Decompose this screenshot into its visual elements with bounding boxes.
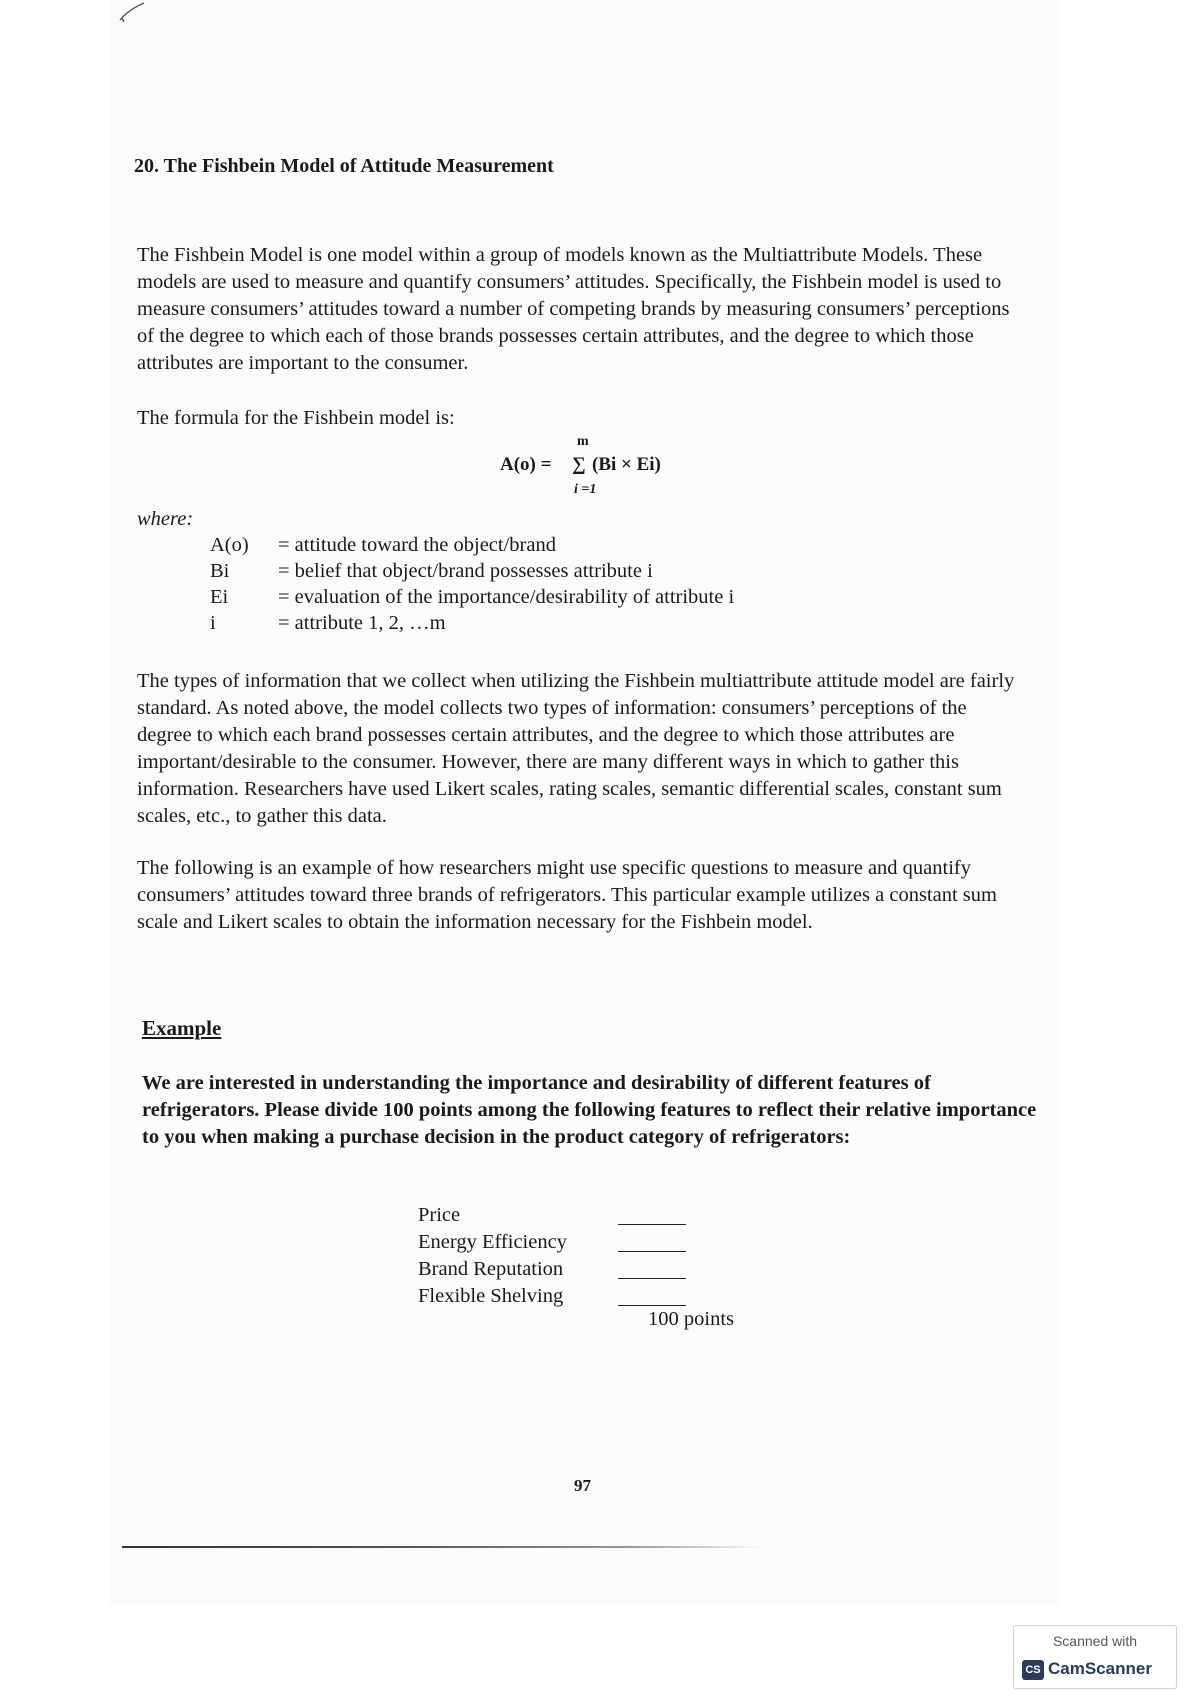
formula-upper-limit: m [577, 434, 589, 449]
feature-item [418, 1202, 698, 1229]
definition-term: Ei [210, 586, 229, 608]
definition-row [210, 532, 734, 558]
definition-meaning: = attribute 1, 2, …m [278, 612, 446, 634]
intro-paragraph: The Fishbein Model is one model within a group of models known as the Multiattribute Models. These models are used to measure and quantify consumers’ attitudes. Specifically, the Fishbein model is used to measure consumers’ attitudes toward a number of competing brands by measuring consumers’ perceptions of the degree to which each of those brands possesses certain attributes, and the degree to which those attributes are important to the consumer. [137, 244, 1010, 374]
definition-row [210, 558, 734, 584]
feature-label: Price [418, 1204, 461, 1226]
definition-meaning: = attitude toward the object/brand [278, 534, 556, 556]
feature-label: Energy Efficiency [418, 1231, 567, 1253]
following-paragraph: The following is an example of how researchers might use specific questions to measure and quantify consumers’ attitudes toward three brands of refrigerators. This particular example utilizes a constant sum scale and Likert scales to obtain the information necessary for the Fishbein model. [137, 857, 997, 933]
camscanner-logo-icon: CS [1022, 1660, 1044, 1680]
summation-symbol: ∑ [572, 454, 586, 475]
feature-item [418, 1229, 698, 1256]
corner-pen-mark [118, 0, 148, 24]
scanner-caption: Scanned with [1052, 1633, 1138, 1649]
formula-lower-limit: i =1 [574, 482, 597, 497]
bottom-rule [122, 1546, 762, 1548]
feature-points-blank[interactable] [618, 1224, 686, 1225]
formula-intro: The formula for the Fishbein model is: [137, 407, 455, 429]
feature-points-blank[interactable] [618, 1251, 686, 1252]
section-title: 20. The Fishbein Model of Attitude Measurement [134, 155, 554, 177]
example-instruction: We are interested in understanding the importance and desirability of different features of refrigerators. Please divide 100 points among the following features to reflect their relative importance to you when making a purchase decision in the product category of refrigerators: [142, 1072, 1037, 1148]
types-paragraph: The types of information that we collect when utilizing the Fishbein multiattribute attitude model are fairly standard. As noted above, the model collects two types of information: consumers’ perceptions of the degree to which each brand possesses certain attributes, and the degree to which those attributes are important/desirable to the consumer. However, there are many different ways in which to gather this information. Researchers have used Likert scales, rating scales, semantic differential scales, constant sum scales, etc., to gather this data. [137, 670, 1015, 827]
definition-row [210, 610, 734, 636]
page-number: 97 [574, 1476, 591, 1495]
feature-label: Brand Reputation [418, 1258, 564, 1280]
definition-row [210, 584, 734, 610]
where-label: where: [137, 508, 194, 530]
formula-body: (Bi × Ei) [592, 454, 661, 475]
feature-list [418, 1202, 698, 1310]
example-heading: Example [142, 1016, 222, 1040]
scanner-watermark [1013, 1625, 1177, 1689]
formula-lhs: A(o) = [500, 454, 552, 475]
definition-meaning: = belief that object/brand possesses attribute i [278, 560, 653, 582]
fishbein-formula [500, 434, 760, 504]
scanner-name: CamScanner [1048, 1659, 1152, 1678]
total-points: 100 points [648, 1308, 734, 1330]
feature-item [418, 1256, 698, 1283]
feature-points-blank[interactable] [618, 1278, 686, 1279]
definition-term: Bi [210, 560, 230, 582]
total-rule [618, 1305, 686, 1306]
definition-list [210, 532, 734, 636]
definition-meaning: = evaluation of the importance/desirability of attribute i [278, 586, 735, 608]
feature-label: Flexible Shelving [418, 1285, 564, 1307]
definition-term: A(o) [210, 534, 249, 556]
definition-term: i [210, 612, 216, 634]
